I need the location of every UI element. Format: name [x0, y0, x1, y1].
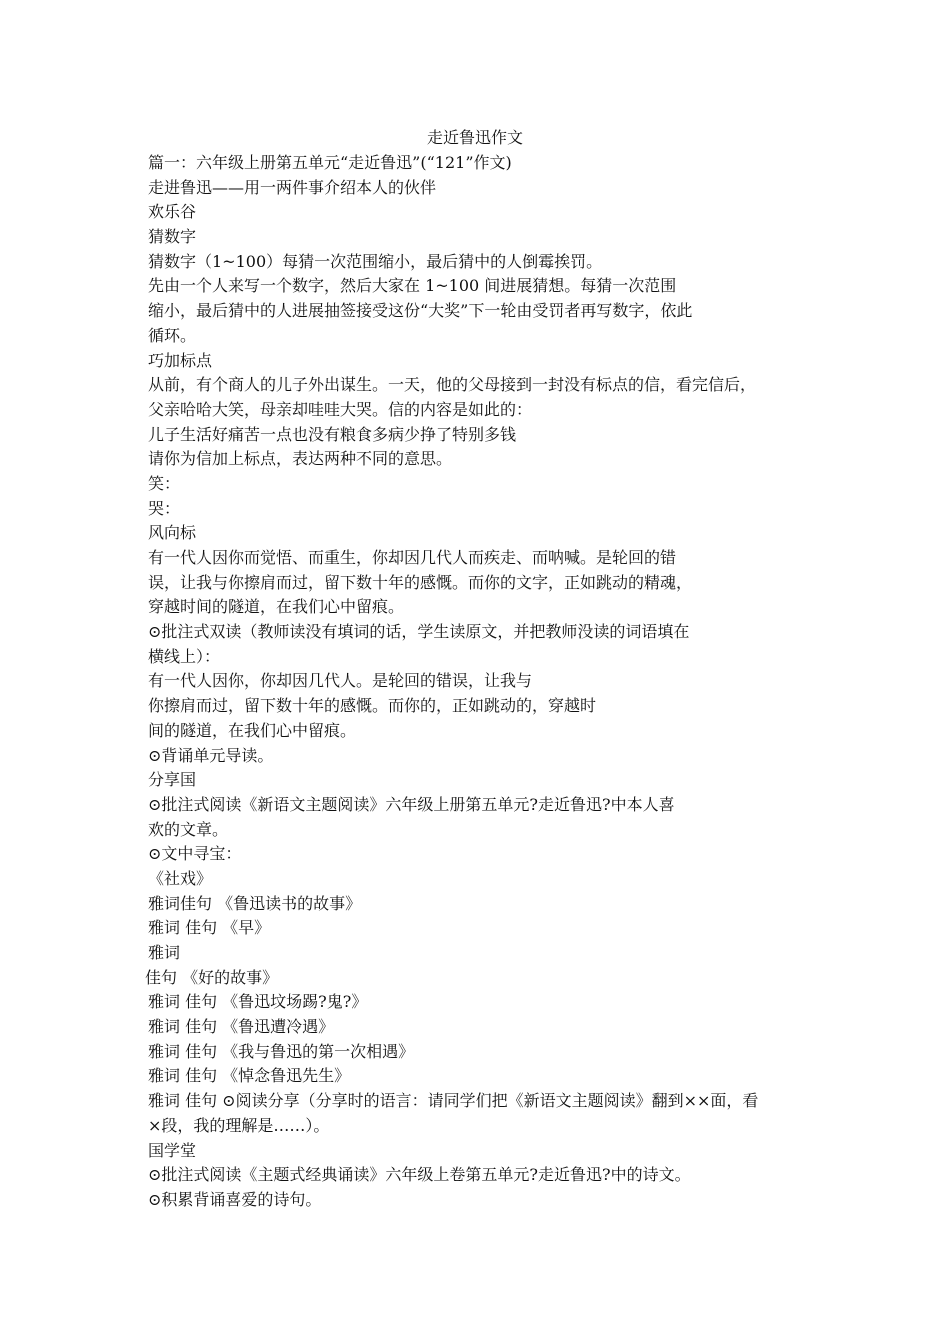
text-line: ×段，我的理解是……）。	[148, 1115, 330, 1135]
text-line: 欢的文章。	[148, 819, 229, 839]
text-line: ⊙批注式阅读《新语文主题阅读》六年级上册第五单元?走近鲁迅?中本人喜	[148, 794, 675, 814]
text-line: 从前，有个商人的儿子外出谋生。一天，他的父母接到一封没有标点的信，看完信后，	[148, 375, 757, 395]
text-line: 有一代人因你而觉悟、而重生，你却因几代人而疾走、而呐喊。是轮回的错	[148, 548, 677, 567]
text-line: 横线上）：	[148, 646, 221, 666]
text-line: 佳句 《好的故事》	[145, 967, 279, 987]
text-line: ⊙批注式阅读《主题式经典诵读》六年级上卷第五单元?走近鲁迅?中的诗文。	[148, 1165, 691, 1185]
text-line: ⊙积累背诵喜爱的诗句。	[148, 1189, 322, 1209]
text-line: 猜数字	[148, 227, 197, 247]
text-line: 雅词 佳句 《悼念鲁迅先生》	[148, 1066, 351, 1086]
text-line: 走进鲁迅——用一两件事介绍本人的伙伴	[148, 177, 437, 197]
text-line: 先由一个人来写一个数字，然后大家在 1~100 间进展猜想。每猜一次范围	[148, 276, 677, 296]
text-line: 缩小，最后猜中的人进展抽签接受这份“大奖”下一轮由受罚者再写数字，依此	[148, 301, 693, 321]
text-line: 雅词佳句 《鲁迅读书的故事》	[148, 893, 362, 913]
text-line: ⊙批注式双读（教师读没有填词的话，学生读原文，并把教师没读的词语填在	[148, 622, 690, 642]
section-heading: 巧加标点	[148, 350, 213, 370]
text-line: 有一代人因你，你却因几代人。是轮回的错误，让我与	[148, 671, 533, 691]
text-line: 笑：	[148, 473, 181, 493]
text-line: 雅词 佳句 《我与鲁迅的第一次相遇》	[148, 1041, 415, 1061]
text-line: 误，让我与你擦肩而过，留下数十年的感慨。而你的文字，正如跳动的精魂，	[148, 572, 693, 592]
text-line: 哭：	[148, 498, 181, 518]
section-heading: 欢乐谷	[148, 202, 197, 222]
text-line: 雅词 佳句 《鲁迅坟场踢?鬼?》	[148, 992, 368, 1012]
document-body	[145, 151, 808, 1213]
document-title: 走近鲁迅作文	[426, 128, 523, 147]
text-line: 篇一：六年级上册第五单元“走近鲁迅”(“121”作文)	[148, 153, 512, 172]
text-line: 猜数字（1~100）每猜一次范围缩小，最后猜中的人倒霉挨罚。	[148, 251, 603, 271]
text-line: 穿越时间的隧道，在我们心中留痕。	[148, 597, 405, 617]
text-line: 儿子生活好痛苦一点也没有粮食多病少挣了特别多钱	[148, 424, 517, 444]
text-line: 间的隧道，在我们心中留痕。	[148, 720, 357, 740]
text-line: ⊙文中寻宝：	[148, 844, 242, 864]
text-line: 父亲哈哈大笑，母亲却哇哇大哭。信的内容是如此的：	[148, 399, 533, 419]
section-heading: 风向标	[148, 523, 197, 543]
section-heading: 国学堂	[148, 1140, 197, 1160]
text-line: 雅词 佳句 《鲁迅遭冷遇》	[148, 1017, 335, 1037]
text-line: 《社戏》	[148, 868, 213, 888]
text-line: ⊙背诵单元导读。	[148, 745, 274, 765]
text-line: 雅词 佳句 《早》	[148, 918, 271, 938]
text-line: 你擦肩而过，留下数十年的感慨。而你的，正如跳动的，穿越时	[148, 696, 597, 716]
text-line: 循环。	[148, 325, 197, 345]
text-line: 雅词 佳句 ⊙阅读分享（分享时的语言：请同学们把《新语文主题阅读》翻到××面，看	[148, 1091, 759, 1111]
text-line: 请你为信加上标点，表达两种不同的意思。	[148, 449, 453, 469]
section-heading: 分享国	[148, 770, 197, 790]
text-line: 雅词	[148, 943, 181, 962]
